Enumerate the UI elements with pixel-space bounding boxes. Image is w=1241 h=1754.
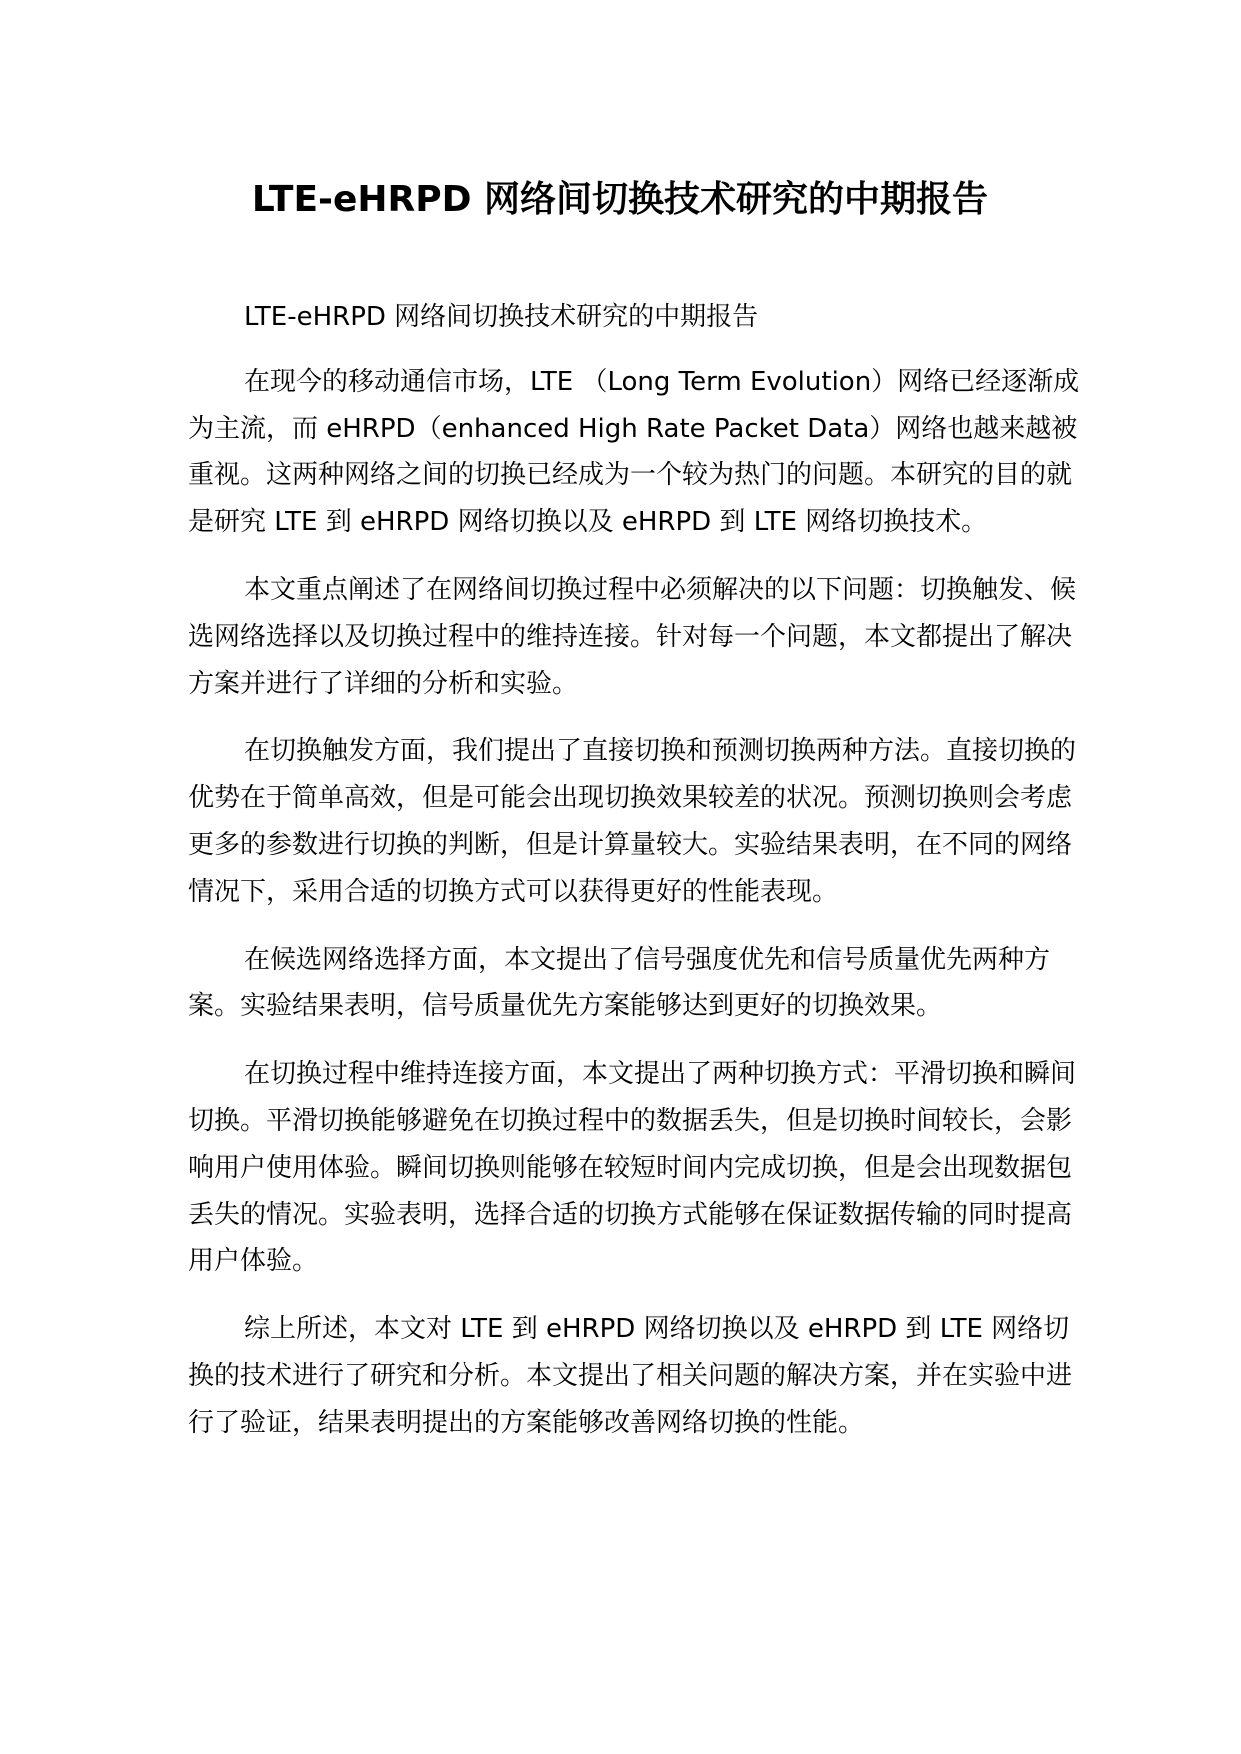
document-body <box>188 294 1080 1447</box>
paragraph-candidate-selection: 在候选网络选择方面，本文提出了信号强度优先和信号质量优先两种方案。实验结果表明，信号质量优先方案能够达到更好的切换效果。 <box>188 944 1051 1022</box>
paragraph-introduction: 在现今的移动通信市场，LTE （Long Term Evolution）网络已经逐渐成为主流，而 eHRPD（enhanced High Rate Packet Data）网络也越来越被重视。这两种网络之间的切换已经成为一个较为热门的问题。本研究的目的就是研究 LTE 到 eHRPD 网络切换以及 eHRPD 到 LTE 网络切换技术。 <box>188 366 1080 538</box>
document-title: LTE-eHRPD 网络间切换技术研究的中期报告 <box>251 179 989 220</box>
paragraph-connection-maintenance: 在切换过程中维持连接方面，本文提出了两种切换方式：平滑切换和瞬间切换。平滑切换能够避免在切换过程中的数据丢失，但是切换时间较长，会影响用户使用体验。瞬间切换则能够在较短时间内完成切换，但是会出现数据包丢失的情况。实验表明，选择合适的切换方式能够在保证数据传输的同时提高用户体验。 <box>188 1059 1077 1277</box>
paragraph-subtitle: LTE-eHRPD 网络间切换技术研究的中期报告 <box>244 302 759 332</box>
paragraph-trigger: 在切换触发方面，我们提出了直接切换和预测切换两种方法。直接切换的优势在于简单高效，但是可能会出现切换效果较差的状况。预测切换则会考虑更多的参数进行切换的判断，但是计算量较大。实验结果表明，在不同的网络情况下，采用合适的切换方式可以获得更好的性能表现。 <box>188 736 1077 907</box>
paragraph-conclusion: 综上所述，本文对 LTE 到 eHRPD 网络切换以及 eHRPD 到 LTE 网络切换的技术进行了研究和分析。本文提出了相关问题的解决方案，并在实验中进行了验证，结果表明提出的方案能够改善网络切换的性能。 <box>188 1314 1073 1438</box>
paragraph-problems: 本文重点阐述了在网络间切换过程中必须解决的以下问题：切换触发、候选网络选择以及切换过程中的维持连接。针对每一个问题，本文都提出了解决方案并进行了详细的分析和实验。 <box>188 574 1077 699</box>
